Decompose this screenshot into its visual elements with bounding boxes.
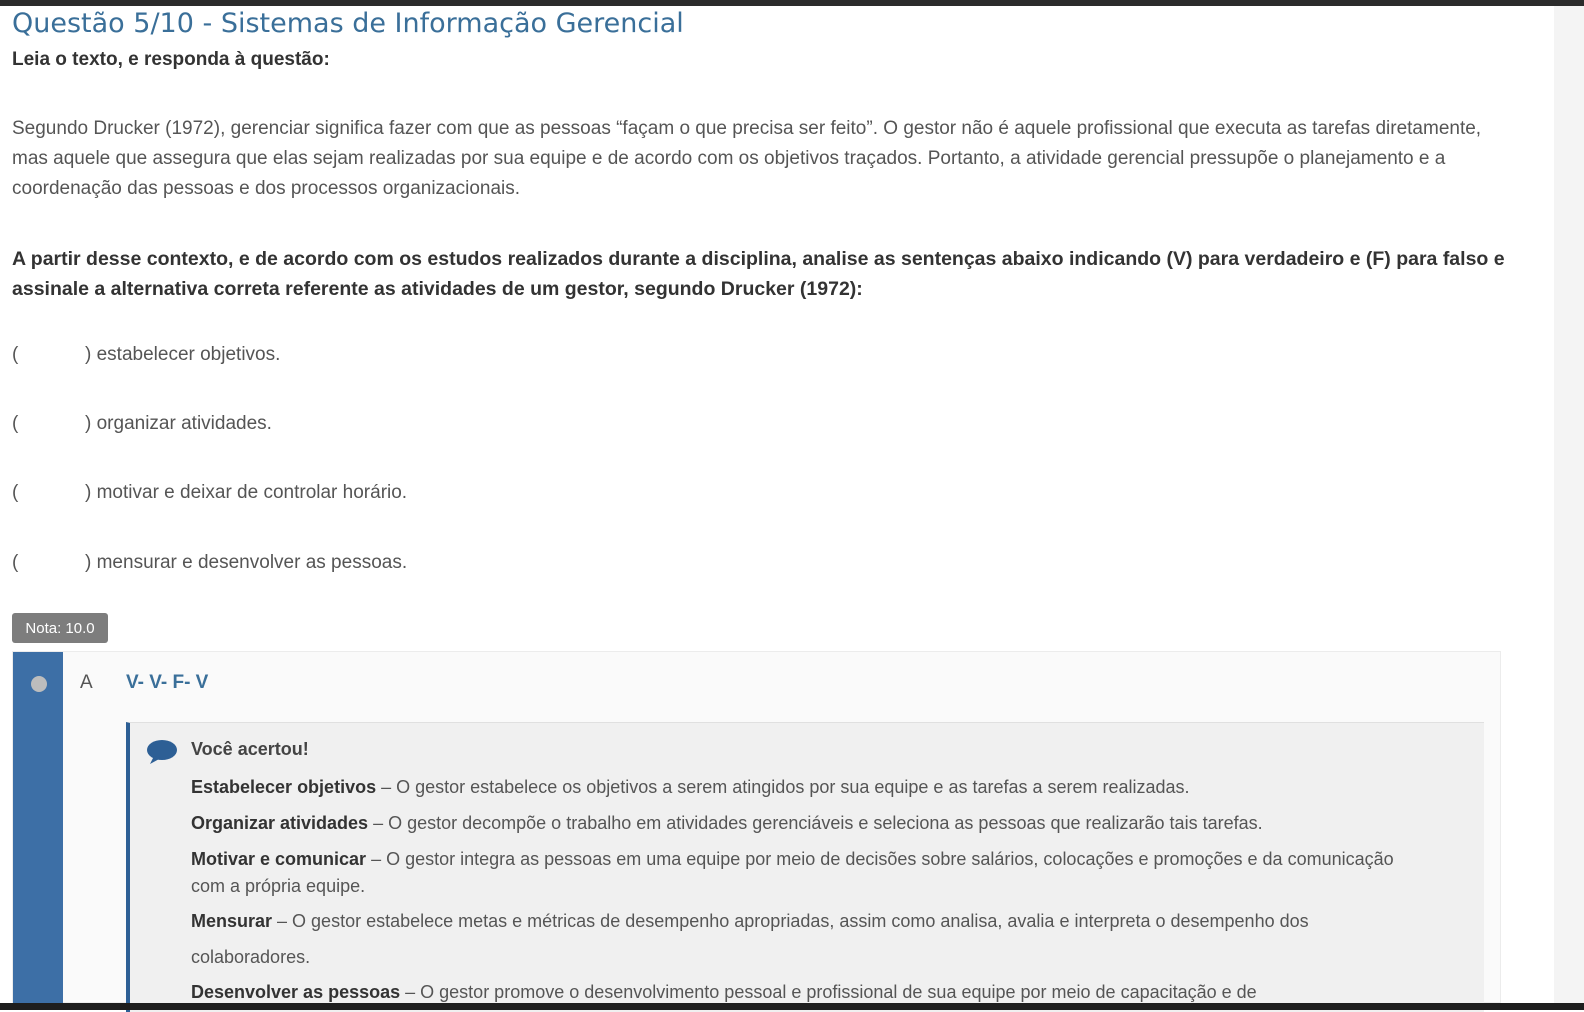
feedback-item-term: Desenvolver as pessoas (191, 982, 401, 1002)
answer-radio-button[interactable] (31, 676, 47, 692)
feedback-item-term: Motivar e comunicar (191, 849, 367, 869)
statement-paren: ( (12, 482, 19, 503)
feedback-item (191, 903, 1401, 975)
feedback-item-term: Mensurar (191, 911, 273, 931)
answer-letter: A (80, 672, 93, 693)
feedback-item-text: – O gestor decompõe o trabalho em atividades gerenciáveis e seleciona as pessoas que realizarão tais tarefas. (368, 813, 1263, 833)
statement-text: ) mensurar e desenvolver as pessoas. (85, 552, 408, 573)
window-top-border (0, 0, 1584, 6)
question-context-paragraph: Segundo Drucker (1972), gerenciar significa fazer com que as pessoas “façam o que precisa ser feito”. O gestor não é aquele profissional que executa as tarefas diretamente, mas aquele que assegura que elas sejam realizadas por sua equipe e de acordo com os objetivos traçados. Portanto, a atividade gerencial pressupõe o planejamento e a coordenação das pessoas e dos processos organizacionais. (12, 118, 1482, 199)
feedback-item (191, 846, 1401, 900)
feedback-title: Você acertou! (191, 739, 309, 759)
statement-paren: ( (12, 552, 19, 573)
feedback-item-term: Organizar atividades (191, 813, 369, 833)
feedback-item-text: – O gestor integra as pessoas em uma equipe por meio de decisões sobre salários, colocações e promoções e da comunicação com a própria equipe. (191, 849, 1394, 896)
feedback-item-text: – O gestor estabelece os objetivos a serem atingidos por sua equipe e as tarefas a serem realizadas. (376, 777, 1190, 797)
window-bottom-border (0, 1003, 1584, 1010)
feedback-item-text: – O gestor estabelece metas e métricas de desempenho apropriadas, assim como analisa, avalia e interpreta o desempenho dos colaboradores. (191, 911, 1309, 967)
question-title: Questão 5/10 - Sistemas de Informação Gerencial (12, 8, 684, 39)
selected-answer-stripe (13, 652, 63, 1004)
feedback-item (191, 774, 1401, 801)
feedback-item (191, 979, 1401, 1006)
feedback-item-term: Estabelecer objetivos (191, 777, 377, 797)
question-instruction: Leia o texto, e responda à questão: (12, 49, 330, 70)
statement-text: ) estabelecer objetivos. (85, 344, 281, 365)
answer-option-a[interactable] (12, 651, 1501, 1003)
answer-text: V- V- F- V (126, 672, 209, 693)
question-prompt: A partir desse contexto, e de acordo com os estudos realizados durante a disciplina, analise as sentenças abaixo indicando (V) para verdadeiro e (F) para falso e assinale a alternativa correta referente as atividades de um gestor, segundo Drucker (1972): (12, 248, 1505, 300)
statement-text: ) organizar atividades. (85, 413, 272, 434)
statement-paren: ( (12, 344, 19, 365)
answer-feedback-panel (126, 722, 1484, 1012)
grade-badge: Nota: 10.0 (12, 613, 108, 643)
statement-text: ) motivar e deixar de controlar horário. (85, 482, 408, 503)
feedback-item (191, 810, 1401, 837)
scrollbar-track[interactable] (1554, 6, 1584, 1003)
statement-paren: ( (12, 413, 19, 434)
feedback-item-text: – O gestor promove o desenvolvimento pessoal e profissional de sua equipe por meio de capacitação e de (400, 982, 1257, 1002)
speech-bubble-icon (146, 739, 178, 770)
